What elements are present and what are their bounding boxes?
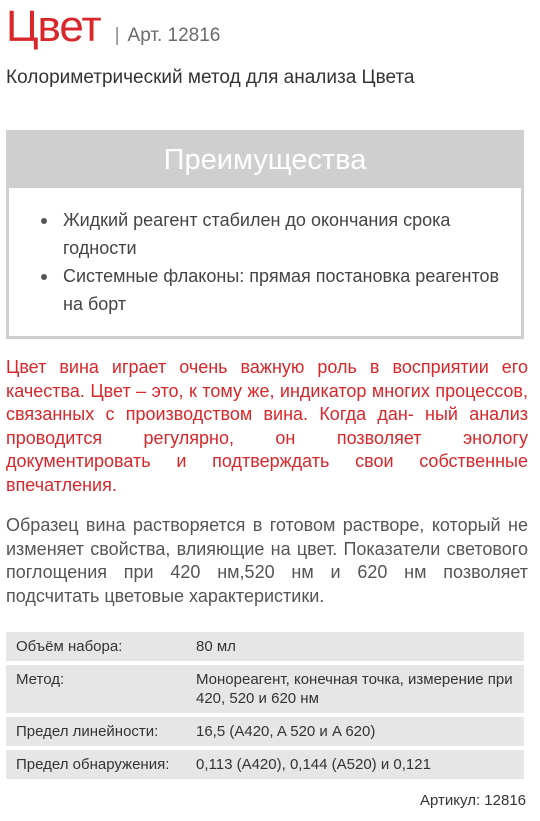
spec-row <box>6 717 524 746</box>
spec-row <box>6 750 524 779</box>
spec-key: Предел обнаружения: <box>16 756 170 773</box>
spec-value: Монореагент, конечная точка, измерение при 420, 520 и 620 нм <box>196 671 513 707</box>
advantages-body <box>9 188 521 336</box>
spec-row <box>6 665 524 713</box>
advantages-box <box>6 130 524 339</box>
spec-key: Метод: <box>16 671 65 688</box>
bullet-icon <box>41 218 47 224</box>
bullet-icon <box>41 274 47 280</box>
specs-table <box>6 632 524 783</box>
footer-article: Артикул: 12816 <box>420 792 526 809</box>
spec-value: 0,113 (A420), 0,144 (A520) и 0,121 <box>196 756 431 773</box>
advantage-text: Системные флаконы: прямая постановка реагентов на борт <box>63 266 500 314</box>
title-separator: | <box>114 25 120 46</box>
advantage-item <box>31 206 505 262</box>
advantages-list <box>31 206 505 318</box>
advantages-title: Преимущества <box>163 144 367 176</box>
method-paragraph: Образец вина растворяется в готовом растворе, который не изменяет свойства, влияющие на цвет. Показатели светового поглощения при 420 нм,520 нм и 620 нм позволяет подсчитать цветовые характеристики. <box>6 515 528 606</box>
spec-value: 80 мл <box>196 638 236 655</box>
advantage-item <box>31 262 505 318</box>
spec-value: 16,5 (A420, A 520 и A 620) <box>196 723 376 740</box>
intro-paragraph: Цвет вина играет очень важную роль в восприятии его качества. Цвет – это, к тому же, индикатор многих процессов, связанных с производством вина. Когда дан- ный анализ проводится регулярно, он позволяет энологу документировать и подтверждать свои собственные впечатления. <box>6 357 528 495</box>
spec-row <box>6 632 524 661</box>
article-number: Арт. 12816 <box>127 25 221 46</box>
title-row <box>6 2 220 52</box>
advantage-text: Жидкий реагент стабилен до окончания срока годности <box>63 210 451 258</box>
subtitle: Колориметрический метод для анализа Цвета <box>6 67 415 88</box>
spec-key: Объём набора: <box>16 638 123 655</box>
page-title: Цвет <box>6 2 101 51</box>
spec-key: Предел линейности: <box>16 723 159 740</box>
